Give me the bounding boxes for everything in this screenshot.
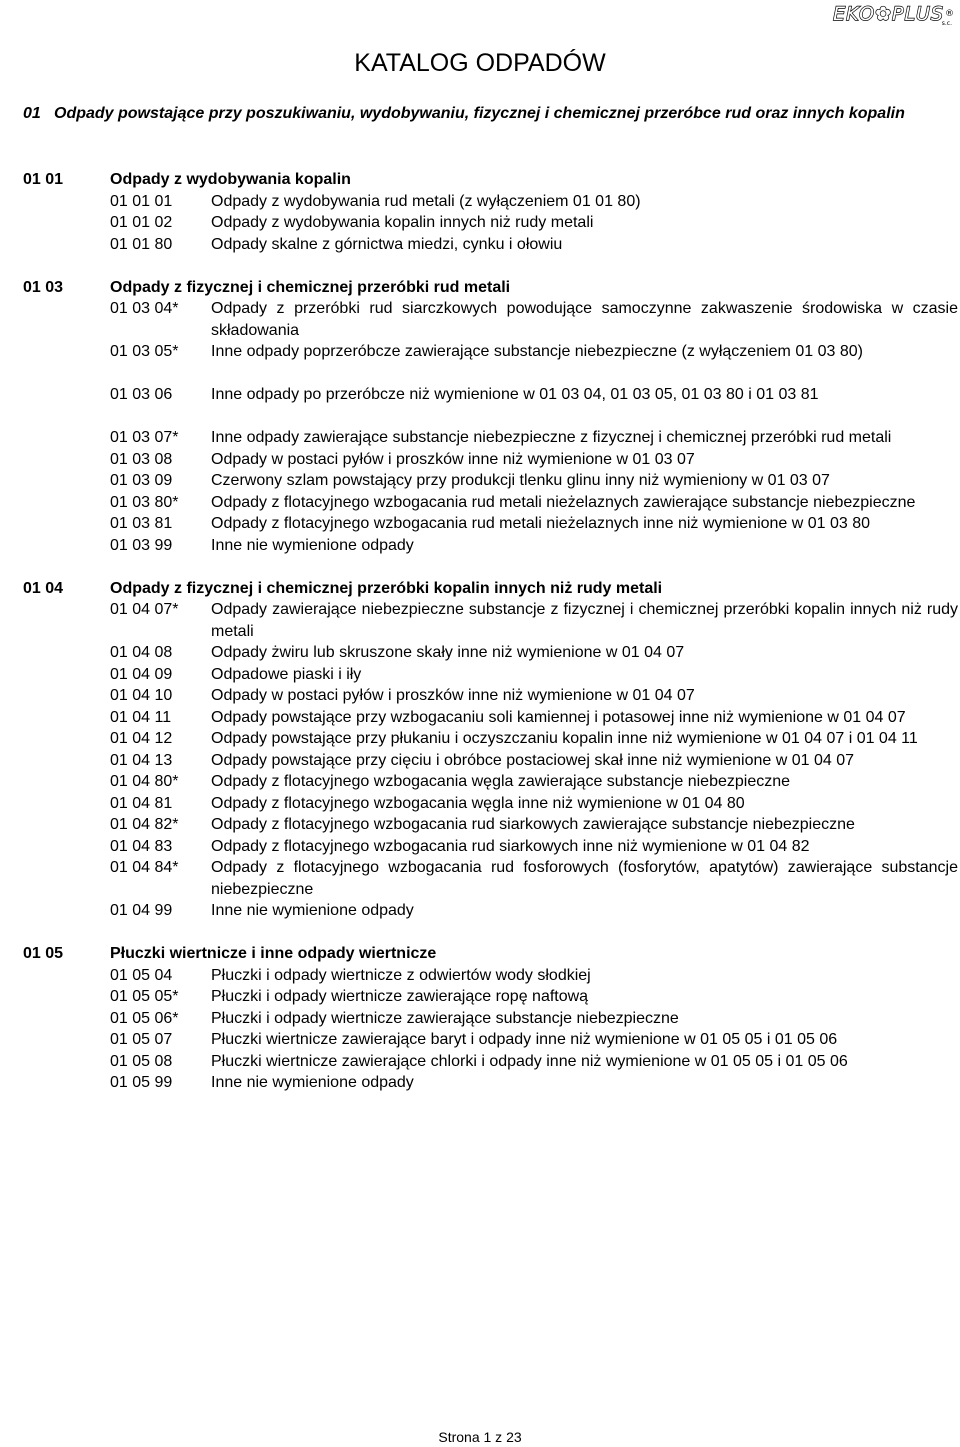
waste-entry bbox=[110, 599, 958, 642]
waste-entry bbox=[110, 234, 958, 256]
waste-description: Odpady żwiru lub skruszone skały inne niż wymienione w 01 04 07 bbox=[211, 644, 685, 661]
waste-entry bbox=[110, 513, 958, 535]
waste-description: Odpadowe piaski i iły bbox=[211, 665, 362, 683]
waste-entry bbox=[110, 857, 958, 900]
waste-entry bbox=[110, 750, 958, 772]
company-logo bbox=[833, 3, 954, 25]
waste-entry bbox=[110, 341, 958, 363]
chapter-code: 01 bbox=[23, 105, 41, 122]
waste-entry bbox=[110, 427, 958, 449]
waste-description: Inne odpady zawierające substancje niebezpieczne z fizycznej i chemicznej przeróbki rud metali bbox=[211, 429, 892, 446]
group-heading bbox=[23, 169, 958, 191]
waste-code: 01 04 82* bbox=[110, 816, 179, 833]
waste-entry bbox=[110, 212, 958, 234]
waste-entry bbox=[110, 449, 958, 471]
waste-description: Odpady powstające przy wzbogacaniu soli kamiennej i potasowej inne niż wymienione w 01 04 07 bbox=[211, 708, 906, 726]
waste-code: 01 03 04* bbox=[110, 300, 179, 317]
waste-entry bbox=[110, 965, 958, 987]
waste-description: Inne odpady po przeróbcze niż wymienione w 01 03 04, 01 03 05, 01 03 80 i 01 03 81 bbox=[211, 386, 819, 403]
waste-entry bbox=[110, 685, 958, 707]
waste-description: Odpady z wydobywania rud metali (z wyłączeniem 01 01 80) bbox=[211, 192, 641, 210]
waste-code: 01 04 13 bbox=[110, 751, 173, 769]
waste-description: Płuczki i odpady wiertnicze zawierające substancje niebezpieczne bbox=[211, 1009, 679, 1027]
waste-entry bbox=[110, 1008, 958, 1030]
waste-entry bbox=[110, 728, 958, 750]
group-heading bbox=[23, 277, 958, 299]
group-name: Odpady z fizycznej i chemicznej przeróbki rud metali bbox=[110, 278, 511, 296]
waste-description: Odpady zawierające niebezpieczne substancje z fizycznej i chemicznej przeróbki kopalin innych niż rudy metali bbox=[211, 601, 958, 640]
waste-code: 01 03 09 bbox=[110, 472, 173, 489]
waste-description: Inne odpady poprzeróbcze zawierające substancje niebezpieczne (z wyłączeniem 01 03 80) bbox=[211, 343, 863, 360]
waste-description: Odpady powstające przy płukaniu i oczyszczaniu kopalin inne niż wymienione w 01 04 07 i 01 04 11 bbox=[211, 730, 918, 747]
waste-description: Czerwony szlam powstający przy produkcji tlenku glinu inny niż wymieniony w 01 03 07 bbox=[211, 472, 830, 489]
waste-description: Płuczki i odpady wiertnicze z odwiertów wody słodkiej bbox=[211, 966, 591, 984]
waste-code: 01 05 99 bbox=[110, 1074, 173, 1091]
waste-description: Odpady z flotacyjnego wzbogacania rud siarkowych zawierające substancje niebezpieczne bbox=[211, 816, 855, 833]
waste-code: 01 04 83 bbox=[110, 837, 173, 855]
waste-description: Odpady powstające przy cięciu i obróbce postaciowej skał inne niż wymienione w 01 04 07 bbox=[211, 751, 855, 769]
waste-code: 01 05 04 bbox=[110, 966, 173, 984]
waste-description: Odpady z wydobywania kopalin innych niż rudy metali bbox=[211, 214, 594, 231]
logo-suffix: s.c. bbox=[941, 20, 952, 27]
group-code: 01 04 bbox=[23, 579, 64, 597]
waste-entry bbox=[110, 707, 958, 729]
waste-description: Odpady z flotacyjnego wzbogacania węgla zawierające substancje niebezpieczne bbox=[211, 773, 791, 790]
waste-description: Odpady skalne z górnictwa miedzi, cynku i ołowiu bbox=[211, 235, 563, 253]
waste-description: Płuczki wiertnicze zawierające baryt i odpady inne niż wymienione w 01 05 05 i 01 05 06 bbox=[211, 1031, 838, 1048]
waste-code: 01 03 05* bbox=[110, 343, 179, 360]
waste-code: 01 03 81 bbox=[110, 515, 173, 532]
group-code: 01 03 bbox=[23, 278, 64, 296]
waste-entry bbox=[110, 384, 958, 406]
waste-entry bbox=[110, 814, 958, 836]
waste-entry bbox=[110, 664, 958, 686]
waste-code: 01 05 08 bbox=[110, 1052, 173, 1070]
waste-catalog bbox=[23, 169, 958, 1115]
waste-entry bbox=[110, 900, 958, 922]
waste-code: 01 01 02 bbox=[110, 214, 173, 231]
waste-code: 01 04 84* bbox=[110, 859, 179, 876]
waste-code: 01 05 07 bbox=[110, 1031, 173, 1048]
waste-code: 01 03 08 bbox=[110, 450, 173, 468]
waste-code: 01 04 12 bbox=[110, 730, 173, 747]
group-heading bbox=[23, 943, 958, 965]
waste-description: Odpady z przeróbki rud siarczkowych powodujące samoczynne zakwaszenie środowiska w czasie składowania bbox=[211, 300, 958, 339]
waste-code: 01 04 99 bbox=[110, 902, 173, 919]
waste-entry bbox=[110, 1029, 958, 1051]
waste-code: 01 04 09 bbox=[110, 665, 173, 683]
waste-description: Odpady z flotacyjnego wzbogacania rud metali nieżelaznych inne niż wymienione w 01 03 80 bbox=[211, 515, 871, 532]
waste-description: Inne nie wymienione odpady bbox=[211, 536, 414, 554]
page-title: KATALOG ODPADÓW bbox=[354, 49, 606, 77]
group-code: 01 01 bbox=[23, 171, 64, 188]
waste-description: Płuczki i odpady wiertnicze zawierające ropę naftową bbox=[211, 988, 589, 1005]
waste-code: 01 03 80* bbox=[110, 493, 179, 511]
group-name: Płuczki wiertnicze i inne odpady wiertnicze bbox=[110, 945, 437, 962]
waste-group bbox=[23, 943, 958, 1094]
group-heading bbox=[23, 578, 958, 600]
chapter-heading bbox=[23, 103, 957, 125]
waste-code: 01 05 06* bbox=[110, 1009, 179, 1027]
waste-description: Odpady z flotacyjnego wzbogacania rud fosforowych (fosforytów, apatytów) zawierające substancje niebezpieczne bbox=[211, 859, 958, 898]
waste-code: 01 04 81 bbox=[110, 794, 173, 812]
waste-description: Inne nie wymienione odpady bbox=[211, 902, 414, 919]
chapter-name: Odpady powstające przy poszukiwaniu, wydobywaniu, fizycznej i chemicznej przeróbce rud oraz innych kopalin bbox=[54, 105, 905, 122]
waste-description: Płuczki wiertnicze zawierające chlorki i odpady inne niż wymienione w 01 05 05 i 01 05 06 bbox=[211, 1052, 848, 1070]
group-code: 01 05 bbox=[23, 945, 64, 962]
waste-code: 01 03 99 bbox=[110, 536, 173, 554]
group-name: Odpady z wydobywania kopalin bbox=[110, 171, 351, 188]
waste-description: Odpady w postaci pyłów i proszków inne niż wymienione w 01 04 07 bbox=[211, 687, 695, 704]
waste-entry bbox=[110, 771, 958, 793]
waste-group bbox=[23, 169, 958, 255]
waste-code: 01 05 05* bbox=[110, 988, 179, 1005]
waste-entry bbox=[110, 470, 958, 492]
waste-code: 01 04 11 bbox=[110, 708, 172, 726]
waste-group bbox=[23, 578, 958, 922]
waste-code: 01 01 01 bbox=[110, 192, 173, 210]
waste-entry bbox=[110, 642, 958, 664]
waste-description: Odpady z flotacyjnego wzbogacania rud metali nieżelaznych zawierające substancje niebezpieczne bbox=[211, 493, 916, 511]
registered-mark: ® bbox=[945, 9, 954, 19]
waste-code: 01 03 07* bbox=[110, 429, 179, 446]
group-name: Odpady z fizycznej i chemicznej przeróbki kopalin innych niż rudy metali bbox=[110, 579, 663, 597]
waste-entry bbox=[110, 1072, 958, 1094]
waste-code: 01 04 08 bbox=[110, 644, 173, 661]
waste-entry bbox=[110, 793, 958, 815]
page-number: Strona 1 z 23 bbox=[438, 1429, 522, 1445]
waste-entry bbox=[110, 191, 958, 213]
waste-entry bbox=[110, 298, 958, 341]
waste-entry bbox=[110, 836, 958, 858]
waste-code: 01 04 10 bbox=[110, 687, 173, 704]
waste-description: Odpady z flotacyjnego wzbogacania węgla inne niż wymienione w 01 04 80 bbox=[211, 794, 745, 812]
waste-code: 01 04 07* bbox=[110, 601, 179, 618]
waste-entry bbox=[110, 535, 958, 557]
logo-wordmark: EKO✿PLUS bbox=[833, 3, 944, 25]
waste-description: Odpady w postaci pyłów i proszków inne niż wymienione w 01 03 07 bbox=[211, 450, 695, 468]
waste-code: 01 04 80* bbox=[110, 773, 179, 790]
waste-entry bbox=[110, 1051, 958, 1073]
waste-description: Odpady z flotacyjnego wzbogacania rud siarkowych inne niż wymienione w 01 04 82 bbox=[211, 837, 810, 855]
waste-entry bbox=[110, 492, 958, 514]
waste-group bbox=[23, 277, 958, 557]
waste-code: 01 01 80 bbox=[110, 235, 173, 253]
waste-description: Inne nie wymienione odpady bbox=[211, 1074, 414, 1091]
waste-code: 01 03 06 bbox=[110, 386, 173, 403]
waste-entry bbox=[110, 986, 958, 1008]
